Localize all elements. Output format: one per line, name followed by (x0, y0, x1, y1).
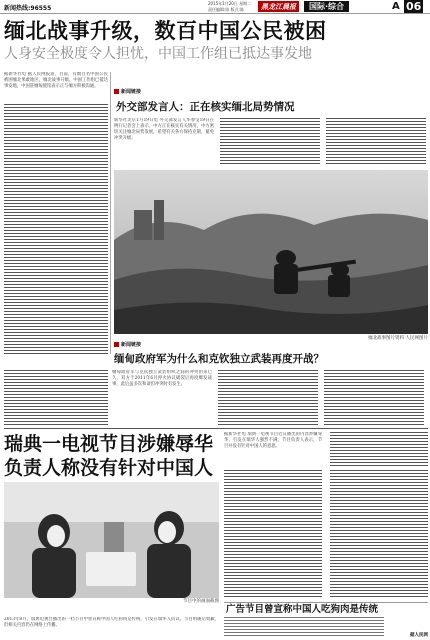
text-block (224, 617, 384, 638)
ad-story-text: 2013年8月，瑞典电视台播出的一档节目中曾宣称中国人吃狗肉是传统，引发在瑞华人抗议。节目组随后致歉，但相关内容仍在网络上传播。 (4, 617, 219, 628)
text-block (326, 118, 426, 166)
section-label: 国际·综合 (304, 1, 349, 12)
date-line: 2015年1月20日 星期二 (208, 1, 252, 6)
battle-photo-caption: 缅北战事图片资料 人民网图片 (368, 336, 428, 341)
ad-story-headline: 广告节目曾宣称中国人吃狗肉是传统 (226, 604, 379, 615)
text-block (324, 370, 424, 426)
column-divider (110, 72, 111, 354)
section-rule (224, 602, 428, 603)
foreign-ministry-text: 新华社北京1月19日电 外交部发言人华春莹19日在例行记者会上表示，中方正在核实有关情况，中方密切关注缅北局势发展，希望有关各方保持克制，避免冲突升级。 (114, 118, 214, 141)
tag-label: 新闻链接 (121, 89, 142, 95)
section-rule (4, 428, 428, 429)
second-story-tag (114, 341, 141, 348)
battle-photo-image (114, 170, 428, 334)
header-bar (0, 0, 430, 14)
paper-logo: 黑龙江晨报 (258, 1, 299, 12)
lead-subheadline: 人身安全极度令人担忧，中国工作组已抵达事发地 (4, 46, 312, 62)
ad-story-body (4, 617, 428, 638)
lead-headline: 缅北战事升级，数百中国公民被困 (4, 19, 327, 43)
text-block (218, 370, 318, 426)
tag-square-icon (114, 89, 119, 94)
source-credit: 据人民网 (410, 633, 428, 638)
lead-body-column (4, 72, 108, 354)
second-story-headline: 缅甸政府军为什么和克钦独立武装再度开战？ (114, 353, 324, 365)
sweden-photo-image (4, 482, 219, 598)
sweden-text: 据新华社电 瑞典一电视节目近日播出的内容涉嫌辱华，引发在瑞华人强烈不满。节目负责人表示，节目并没有针对中国人的意思。 (224, 432, 322, 449)
sweden-body (224, 432, 428, 600)
page-letter: A (392, 1, 400, 12)
tag-square-icon (114, 342, 119, 347)
second-story-body (4, 370, 428, 426)
sweden-headline-line2: 负责人称没有针对中国人 (4, 457, 214, 479)
text-block (224, 470, 322, 598)
sweden-photo (4, 482, 219, 598)
tag-label: 新闻链接 (121, 342, 142, 348)
sweden-photo-caption: 节目中的画面截图 (183, 599, 219, 604)
foreign-ministry-tag (114, 88, 141, 95)
sweden-headline-line1: 瑞典一电视节目涉嫌辱华 (4, 433, 214, 455)
page-number: 06 (406, 0, 422, 13)
text-block (4, 370, 108, 426)
text-block (330, 470, 428, 598)
foreign-ministry-headline: 外交部发言人：正在核实缅北局势情况 (116, 101, 295, 113)
second-story-text: 缅甸政府军与克钦独立武装组织之间的冲突由来已久，双方于2011年6月停火协议破裂后再度爆发战事，此后虽多次和谈但冲突时有发生。 (112, 370, 212, 387)
hotline: 新闻热线:96555 (4, 5, 52, 12)
foreign-ministry-body (114, 118, 428, 166)
battle-photo (114, 170, 428, 334)
text-block (330, 432, 428, 468)
lead-body-text: 据新华社电 据人民网报道，目前，有数百名中国公民被困缅北果敢地区。缅北战事升级，中国工作组已抵达事发地，中国驻缅甸使馆表示正与缅方积极沟通。 (4, 72, 108, 89)
text-block (4, 104, 108, 354)
text-block (220, 118, 320, 166)
editors-line: 责任编辑:陈 版式:陈 (208, 7, 244, 12)
